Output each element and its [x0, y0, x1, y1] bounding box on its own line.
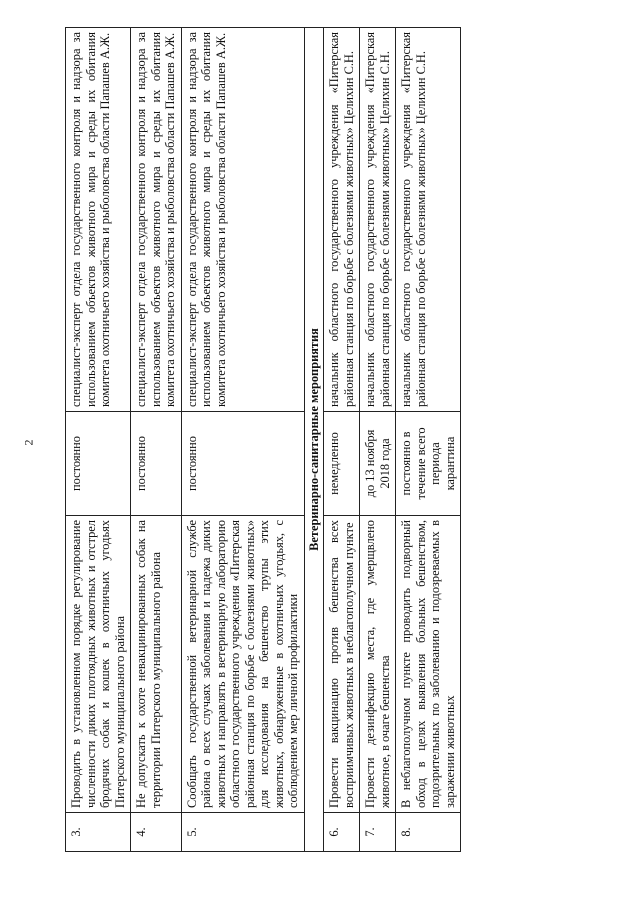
row-number: 8.	[396, 813, 461, 852]
rotated-table-container	[65, 27, 625, 852]
action-cell: Проводить в установленном порядке регулирование численности диких плотоядных животных и отстрел бродячих собак и кошек в охотничьих угодьях Питерского муниципального района	[66, 516, 131, 813]
term-cell: до 13 ноября 2018 года	[360, 412, 396, 516]
table-row	[324, 28, 360, 852]
table-row	[66, 28, 131, 852]
table-row	[131, 28, 182, 852]
term-cell: постоянно	[181, 412, 304, 516]
action-cell: Провести вакцинацию против бешенства всех восприимчивых животных в неблагополучном пункте	[324, 516, 360, 813]
measures-table	[65, 27, 461, 852]
page-number: 2	[21, 439, 36, 446]
row-number: 5.	[181, 813, 304, 852]
section-header-row	[304, 28, 324, 852]
section-title: Ветеринарно-санитарные мероприятия	[304, 28, 324, 852]
table-row	[181, 28, 304, 852]
row-number: 6.	[324, 813, 360, 852]
responsible-cell: начальник областного государственного учреждения «Питерская районная станция по борьбе с болезнями животных» Целихин С.Н.	[360, 28, 396, 412]
row-number: 3.	[66, 813, 131, 852]
responsible-cell: специалист-эксперт отдела государственного контроля и надзора за использованием объектов животного мира и среды их обитания комитета охотничьего хозяйства и рыболовства области Папашев А.Ж.	[181, 28, 304, 412]
action-cell: Провести дезинфекцию места, где умерщвлено животное, в очаге бешенства	[360, 516, 396, 813]
table-row	[396, 28, 461, 852]
term-cell: постоянно	[66, 412, 131, 516]
row-number: 7.	[360, 813, 396, 852]
action-cell: В неблагополучном пункте проводить подворный обход в целях выявления больных бешенством, подозрительных по заболеванию и подозреваемых в заражении животных	[396, 516, 461, 813]
term-cell: постоянно в течение всего периода карантина	[396, 412, 461, 516]
term-cell: постоянно	[131, 412, 182, 516]
action-cell: Не допускать к охоте невакцинированных собак на территории Питерского муниципального района	[131, 516, 182, 813]
responsible-cell: специалист-эксперт отдела государственного контроля и надзора за использованием объектов животного мира и среды их обитания комитета охотничьего хозяйства и рыболовства области Папашев А.Ж.	[131, 28, 182, 412]
responsible-cell: начальник областного государственного учреждения «Питерская районная станция по борьбе с болезнями животных» Целихин С.Н.	[324, 28, 360, 412]
table-row	[360, 28, 396, 852]
term-cell: немедленно	[324, 412, 360, 516]
responsible-cell: специалист-эксперт отдела государственного контроля и надзора за использованием объектов животного мира и среды их обитания комитета охотничьего хозяйства и рыболовства области Папашев А.Ж.	[66, 28, 131, 412]
row-number: 4.	[131, 813, 182, 852]
action-cell: Сообщать государственной ветеринарной службе района о всех случаях заболевания и падежа диких животных и направлять в ветеринарную лабораторию областного государственного учреждения «Питерская районная станция по борьбе с болезнями животных» для исследования на бешенство трупы этих животных, обнаруженные в охотничьих угодьях, с соблюдением мер личной профилактики	[181, 516, 304, 813]
responsible-cell: начальник областного государственного учреждения «Питерская районная станция по борьбе с болезнями животных» Целихин С.Н.	[396, 28, 461, 412]
